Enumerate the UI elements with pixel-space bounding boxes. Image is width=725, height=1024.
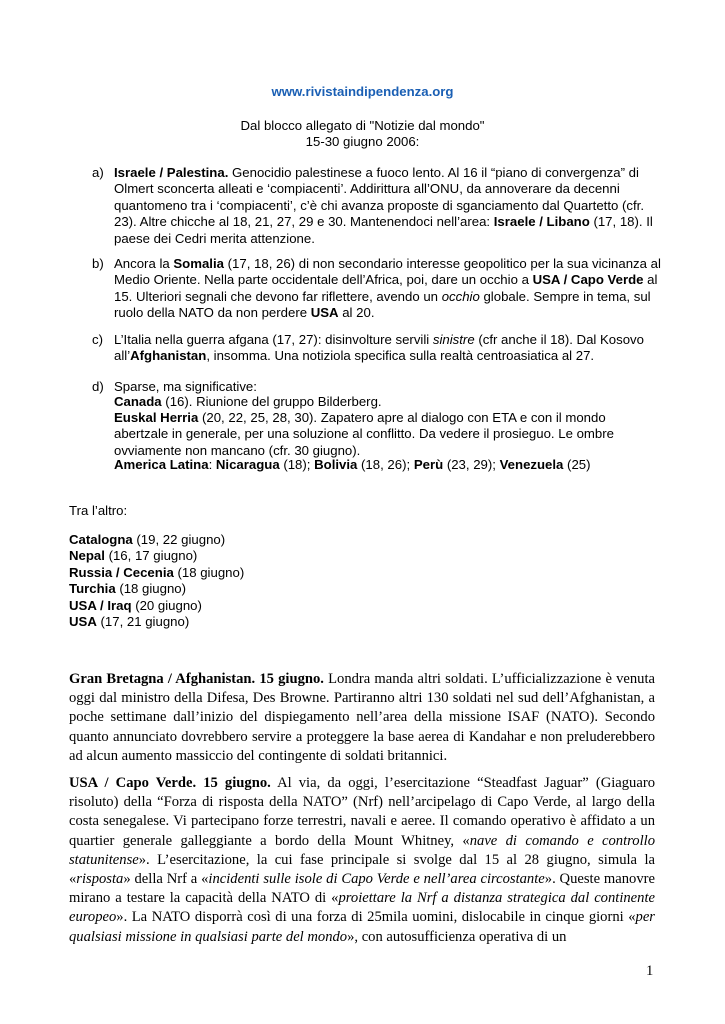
- item-d-euskal: [114, 410, 662, 459]
- al-label: America Latina: [114, 457, 209, 472]
- al-sep-2: (18);: [279, 457, 315, 472]
- item-d-intro: Sparse, ma significative:: [114, 379, 257, 394]
- item-c-text-2: (cfr anche il 18). Dal Kosovo all’: [114, 332, 644, 364]
- item-a-text-2: (17, 18). Il paese dei Cedri merita attenzione.: [114, 214, 653, 246]
- item-b-text-1: Ancora la: [114, 256, 174, 271]
- item-c-text-1: L’Italia nella guerra afgana (17, 27): disinvolture servili: [114, 332, 433, 347]
- article-text-6: », con autosufficienza operativa di un: [347, 928, 567, 945]
- item-letter: a): [92, 165, 104, 180]
- list-item: [69, 548, 244, 564]
- list-item-name: USA / Iraq: [69, 597, 132, 613]
- item-b-italic: occhio: [441, 288, 480, 304]
- item-c-text: [114, 332, 662, 365]
- tra-altro-heading: Tra l’altro:: [69, 503, 128, 518]
- subtitle-line-1: Dal blocco allegato di "Notizie dal mondo": [240, 118, 485, 133]
- article-gran-bretagna: [69, 670, 655, 766]
- item-letter: d): [92, 379, 104, 394]
- article-text: Londra manda altri soldati. L’ufficializzazione è venuta oggi dal ministro della Difesa, Des Browne. Partiranno altri 130 soldati nel sud dell’Afghanistan, a poche settimane dall’inizio del dispiegamento nell’area della missione ISAF (NATO). Secondo quanto annunciato dovrebbero servire a proteggere la base aerea di Kandahar e non preluderebbero ad alcun aumento massiccio del contingente di soldati britannici.: [69, 671, 656, 764]
- article-title: Gran Bretagna / Afghanistan. 15 giugno.: [69, 671, 324, 687]
- list-item-dates: (18 giugno): [115, 581, 187, 597]
- article-quote-1: nave di comando e controllo statunitense: [69, 832, 655, 868]
- item-b-text-2: (17, 18, 26) di non secondario interesse geopolitico per la sua vicinanza al Medio Oriente. Nella parte occidentale dell’Africa, poi, dare un occhio a: [114, 256, 661, 288]
- al-sep-4: (23, 29);: [443, 457, 500, 472]
- list-item-dates: (20 giugno): [131, 597, 202, 613]
- page-number: 1: [646, 963, 654, 979]
- item-b-topic-1: Somalia: [173, 256, 224, 271]
- item-letter: b): [92, 256, 104, 271]
- list-item-dates: (19, 22 giugno): [132, 532, 226, 547]
- article-text-5: ». La NATO disporrà così di una forza di 25mila uomini, dislocabile in cinque giorni «: [116, 909, 636, 926]
- list-item: [69, 614, 244, 630]
- item-b-text-5: al 20.: [338, 305, 375, 321]
- list-item-dates: (17, 21 giugno): [96, 614, 190, 630]
- article-quote-3: incidenti sulle isole di Capo Verde e nell’area circostante: [208, 871, 545, 888]
- al-peru: Perù: [413, 457, 444, 472]
- website-url[interactable]: www.rivistaindipendenza.org: [271, 84, 454, 99]
- item-d-canada: [114, 394, 662, 410]
- canada-label: Canada: [114, 394, 162, 409]
- item-c-text-3: , insomma. Una notiziola specifica sulla realtà centroasiatica al 27.: [206, 348, 595, 364]
- list-item-dates: (18 giugno): [173, 564, 245, 580]
- article-quote-5: per qualsiasi missione in qualsiasi parte del mondo: [69, 909, 655, 945]
- item-b-text-3: al 15. Ulteriori segnali che devono far riflettere, avendo un: [114, 272, 658, 304]
- euskal-text: (20, 22, 25, 28, 30). Zapatero apre al dialogo con ETA e con il mondo abertzale in generale, per una soluzione al conflitto. Da vedere il prosieguo. Le ombre ovviamente non mancano (cfr. 30 giugno).: [114, 410, 614, 458]
- canada-text: (16). Riunione del gruppo Bilderberg.: [161, 394, 382, 409]
- list-item-dates: (16, 17 giugno): [104, 548, 198, 564]
- article-text-1: Al via, da oggi, l’esercitazione “Steadfast Jaguar” (Giaguaro risoluto) della “Forza di risposta della NATO” (Nrf) nell’arcipelago di Capo Verde, al largo della costa senegalese. Vi partecipano forze terrestri, navali e aeree. Il comando operativo è affidato a un quartier generale galleggiante a bordo della Mount Whitney, «: [69, 775, 655, 849]
- article-usa-capo-verde: [69, 774, 655, 947]
- item-b-topic-3: USA: [310, 305, 339, 321]
- al-nicaragua: Nicaragua: [215, 457, 280, 472]
- list-item: [69, 565, 244, 581]
- list-item-name: Turchia: [69, 581, 116, 597]
- al-venezuela: Venezuela: [499, 457, 564, 472]
- item-letter: c): [92, 332, 103, 347]
- al-sep-1: :: [208, 457, 216, 472]
- al-sep-3: (18, 26);: [357, 457, 414, 472]
- article-text-4: ». Queste manovre mirano a testare la capacità della NATO di «: [69, 871, 655, 907]
- list-item-name: USA: [69, 614, 97, 630]
- list-item-name: Russia / Cecenia: [69, 564, 174, 580]
- tra-altro-list: [69, 532, 244, 630]
- item-a-text: [114, 165, 662, 247]
- subtitle-line-2: 15-30 giugno 2006:: [305, 134, 420, 149]
- article-quote-4: proiettare la Nrf a distanza strategica dal continente europeo: [69, 890, 655, 926]
- item-a-topic-2: Israele / Libano: [493, 214, 590, 230]
- article-quote-2: risposta: [76, 871, 124, 888]
- list-item: [69, 581, 244, 597]
- list-item: [69, 598, 244, 614]
- item-b-text: [114, 256, 662, 322]
- list-item: [69, 532, 244, 548]
- item-c-italic: sinistre: [432, 332, 475, 347]
- list-item-name: Nepal: [69, 548, 105, 564]
- article-text-3: » della Nrf a «: [123, 871, 209, 888]
- item-b-text-4: globale. Sempre in tema, sul ruolo della NATO da non perdere: [114, 288, 651, 321]
- item-b-topic-2: USA / Capo Verde: [532, 272, 644, 288]
- item-a-text-1: Genocidio palestinese a fuoco lento. Al 16 il “piano di convergenza” di Olmert sconcerta alleati e ‘compiacenti’. Addirittura all’ONU, da annoverare da decenni quantomeno tra i ‘compiacenti’, c’è chi avanza proposte di sganciamento dal Quartetto (cfr. 23). Altre chicche al 18, 21, 27, 29 e 30. Mantenendoci nell’area:: [114, 165, 644, 230]
- article-text-2: ». L’esercitazione, la cui fase principale si svolge dal 15 al 28 giugno, simula la «: [69, 851, 655, 888]
- euskal-label: Euskal Herria: [114, 410, 199, 425]
- item-a-topic: Israele / Palestina.: [114, 165, 229, 180]
- list-item-name: Catalogna: [69, 532, 133, 547]
- item-c-topic: Afghanistan: [130, 348, 207, 364]
- item-d-america-latina: [114, 457, 662, 473]
- article-title: USA / Capo Verde. 15 giugno.: [69, 775, 271, 791]
- al-sep-5: (25): [563, 457, 591, 472]
- al-bolivia: Bolivia: [314, 457, 358, 472]
